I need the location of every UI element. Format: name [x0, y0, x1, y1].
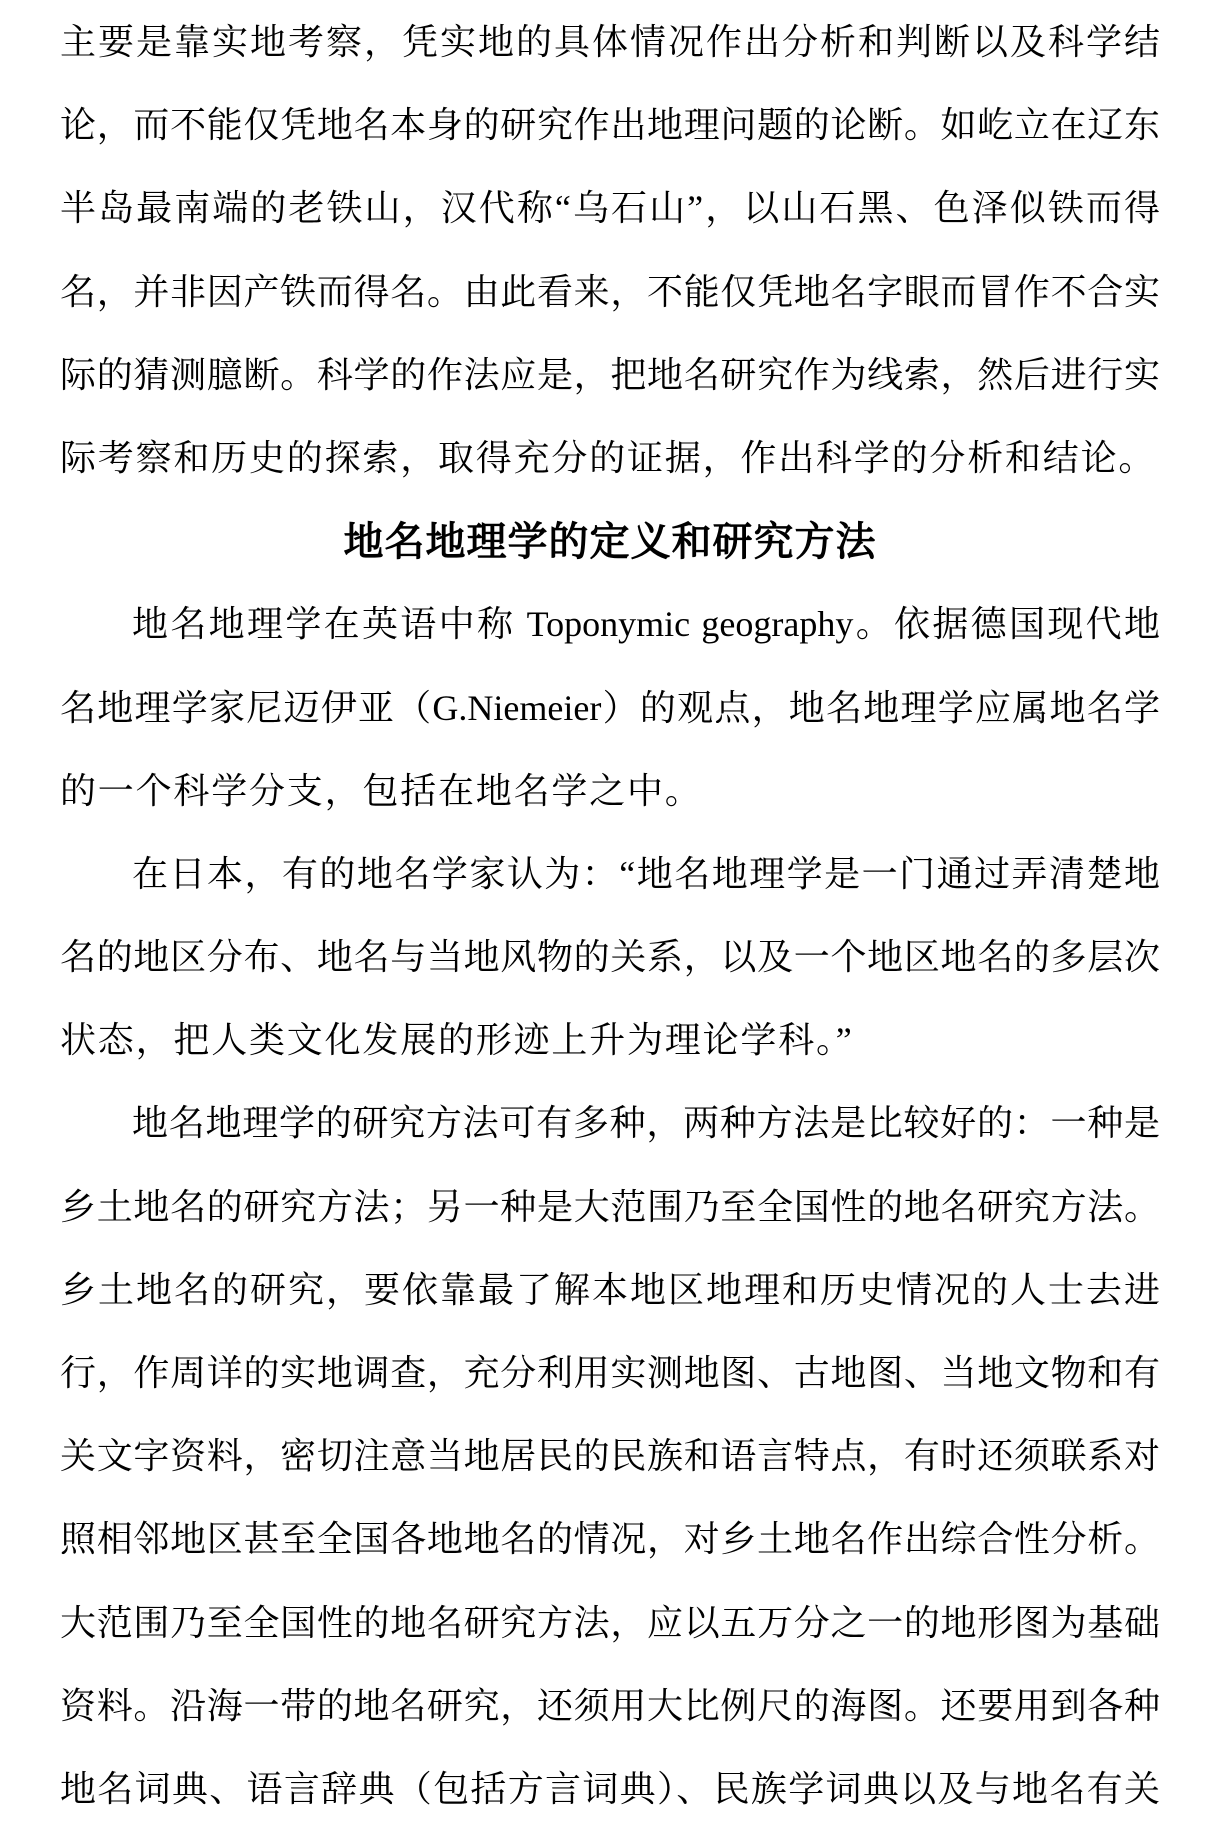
text-line: 关文字资料，密切注意当地居民的民族和语言特点，有时还须联系对 — [60, 1436, 1160, 1477]
text-line: 照相邻地区甚至全国各地地名的情况，对乡土地名作出综合性分析。 — [60, 1519, 1160, 1560]
text-line: 论，而不能仅凭地名本身的研究作出地理问题的论断。如屹立在辽东 — [60, 105, 1160, 146]
text-line: 地名地理学的研究方法可有多种，两种方法是比较好的：一种是 — [132, 1103, 1160, 1144]
text-line: 地名词典、语言辞典（包括方言词典）、民族学词典以及与地名有关 — [60, 1768, 1160, 1809]
text-block — [60, 0, 1160, 1831]
text-line: 行，作周详的实地调查，充分利用实测地图、古地图、当地文物和有 — [60, 1353, 1160, 1393]
section-heading: 地名地理学的定义和研究方法 — [343, 519, 877, 565]
text-line: 乡土地名的研究，要依靠最了解本地区地理和历史情况的人士去进 — [60, 1269, 1160, 1310]
text-line: 际的猜测臆断。科学的作法应是，把地名研究作为线索，然后进行实 — [60, 354, 1160, 395]
text-line: 大范围乃至全国性的地名研究方法，应以五万分之一的地形图为基础 — [60, 1602, 1160, 1643]
text-line: 乡土地名的研究方法；另一种是大范围乃至全国性的地名研究方法。 — [60, 1186, 1160, 1227]
text-line: 际考察和历史的探索，取得充分的证据，作出科学的分析和结论。 — [60, 437, 1157, 478]
text-line: 半岛最南端的老铁山，汉代称“乌石山”，以山石黑、色泽似铁而得 — [60, 188, 1160, 229]
text-line: 名的地区分布、地名与当地风物的关系，以及一个地区地名的多层次 — [60, 937, 1160, 978]
text-line: 主要是靠实地考察，凭实地的具体情况作出分析和判断以及科学结 — [60, 22, 1160, 62]
text-line: 的一个科学分支，包括在地名学之中。 — [60, 770, 703, 811]
text-line: 状态，把人类文化发展的形迹上升为理论学科。” — [60, 1020, 854, 1061]
text-line: 资料。沿海一带的地名研究，还须用大比例尺的海图。还要用到各种 — [60, 1685, 1160, 1726]
text-line: 地名地理学在英语中称 Toponymic geography。依据德国现代地 — [132, 604, 1160, 645]
text-line: 名，并非因产铁而得名。由此看来，不能仅凭地名字眼而冒作不合实 — [60, 271, 1160, 312]
text-line: 在日本，有的地名学家认为：“地名地理学是一门通过弄清楚地 — [132, 853, 1160, 894]
text-line: 名地理学家尼迈伊亚（G.Niemeier）的观点，地名地理学应属地名学 — [60, 687, 1160, 728]
